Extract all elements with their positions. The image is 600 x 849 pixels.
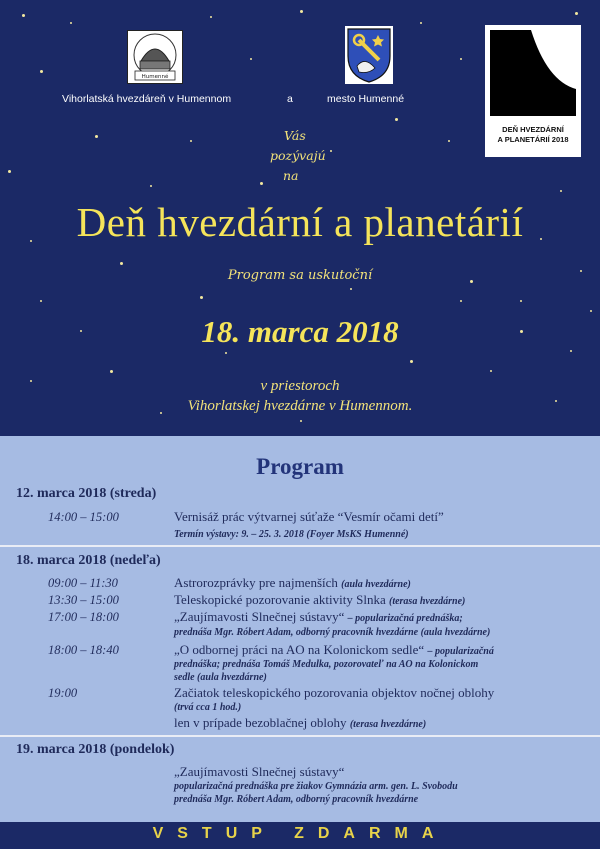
event-title: „Zaujímavosti Slnečnej sústavy“: [174, 609, 345, 624]
star: [520, 300, 522, 302]
star: [250, 58, 252, 60]
star: [200, 296, 203, 299]
star: [350, 288, 352, 290]
day-date: 19. marca 2018 (pondelok): [16, 742, 175, 757]
event-time: 13:30 – 15:00: [48, 593, 119, 607]
svg-text:Humenné: Humenné: [141, 74, 169, 80]
organizer-observatory: Vihorlatská hvezdáreň v Humennom: [62, 93, 232, 105]
star: [420, 22, 422, 24]
star: [560, 190, 562, 192]
organizer-and: a: [287, 93, 293, 105]
event-logo-line1: DEŇ HVEZDÁRNÍ: [502, 125, 564, 134]
venue-line1: v priestoroch: [260, 378, 340, 394]
star: [150, 185, 152, 187]
star: [95, 135, 98, 138]
program-heading: Program: [256, 454, 344, 479]
star: [300, 10, 303, 13]
star: [460, 300, 462, 302]
event-title: Začiatok teleskopického pozorovania objektov nočnej oblohy: [174, 685, 495, 700]
event-time: 14:00 – 15:00: [48, 510, 119, 524]
event-note: sedle (aula hvezdárne): [174, 672, 267, 683]
organizer-town: mesto Humenné: [327, 93, 405, 105]
star: [190, 140, 192, 142]
star: [110, 370, 113, 373]
star: [40, 70, 43, 73]
event-title: „Zaujímavosti Slnečnej sústavy“: [174, 764, 345, 779]
star: [210, 16, 212, 18]
event-note: popularizačná prednáška pre žiakov Gymnázia arm. gen. L. Svobodu: [174, 781, 458, 792]
event-note: – popularizačná prednáška;: [347, 613, 463, 624]
program-intro: Program sa uskutoční: [227, 268, 373, 283]
star: [22, 14, 25, 17]
event-note: (terasa hvezdárne): [388, 596, 466, 607]
star: [395, 118, 398, 121]
star: [490, 370, 492, 372]
star: [448, 140, 450, 142]
event-note: prednáša Mgr. Róbert Adam, odborný pracovník hvezdárne: [174, 794, 419, 805]
star: [330, 150, 332, 152]
observatory-dome-icon: [141, 49, 169, 61]
humenne-coat-of-arms: [345, 26, 393, 84]
event-note: prednáša Mgr. Róbert Adam, odborný pracovník hvezdárne (aula hvezdárne): [174, 627, 491, 638]
event-time: 19:00: [48, 686, 78, 700]
event-line: [174, 593, 465, 609]
day-date: 12. marca 2018 (streda): [16, 486, 157, 501]
star: [570, 350, 572, 352]
event-time: 17:00 – 18:00: [48, 610, 119, 624]
event-note: (terasa hvezdárne): [349, 719, 427, 730]
event-date: 18. marca 2018: [201, 314, 399, 349]
free-entry-label: VSTUP ZDARMA: [152, 825, 448, 842]
event-title: len v prípade bezoblačnej oblohy: [174, 715, 347, 730]
day-date: 18. marca 2018 (nedeľa): [16, 553, 161, 568]
invite-line1: Vás: [284, 128, 306, 143]
divider: [0, 545, 600, 547]
star: [460, 58, 462, 60]
event-line: [174, 643, 494, 659]
event-title: Teleskopické pozorovanie aktivity Slnka: [174, 592, 386, 607]
event-line: [174, 576, 411, 592]
event-note: Termín výstavy: 9. – 25. 3. 2018 (Foyer MsKS Humenné): [174, 529, 409, 540]
star: [575, 12, 578, 15]
event-title: Vernisáž prác výtvarnej súťaže “Vesmír očami detí”: [174, 509, 444, 524]
event-line: [174, 716, 426, 732]
star: [40, 300, 42, 302]
star: [260, 182, 263, 185]
star: [300, 420, 302, 422]
footer-banner: [0, 822, 600, 849]
star: [225, 352, 227, 354]
event-note: prednáška; prednáša Tomáš Medulka, pozorovateľ na AO na Kolonickom: [174, 659, 479, 670]
observatory-logo: [127, 30, 183, 84]
event-note: – popularizačná: [427, 646, 494, 657]
star: [120, 262, 123, 265]
event-logo-line2: A PLANETÁRIÍ 2018: [497, 135, 569, 144]
event-logo: [485, 25, 581, 157]
event-time: 09:00 – 11:30: [48, 576, 118, 590]
event-title: Deň hvezdární a planetárií: [76, 199, 524, 245]
star: [8, 170, 11, 173]
event-line: [174, 610, 463, 626]
star: [590, 310, 592, 312]
event-time: 18:00 – 18:40: [48, 643, 119, 657]
event-note: (trvá cca 1 hod.): [174, 702, 242, 713]
star: [70, 22, 72, 24]
star: [410, 360, 413, 363]
invite-line3: na: [283, 168, 299, 183]
event-title: Astrorozprávky pre najmenších: [174, 575, 338, 590]
event-title: „O odbornej práci na AO na Kolonickom sedle“: [174, 642, 425, 657]
divider: [0, 735, 600, 737]
event-note: (aula hvezdárne): [341, 579, 411, 590]
venue-line2: Vihorlatskej hvezdárne v Humennom.: [187, 398, 413, 414]
invite-line2: pozývajú: [270, 148, 326, 163]
